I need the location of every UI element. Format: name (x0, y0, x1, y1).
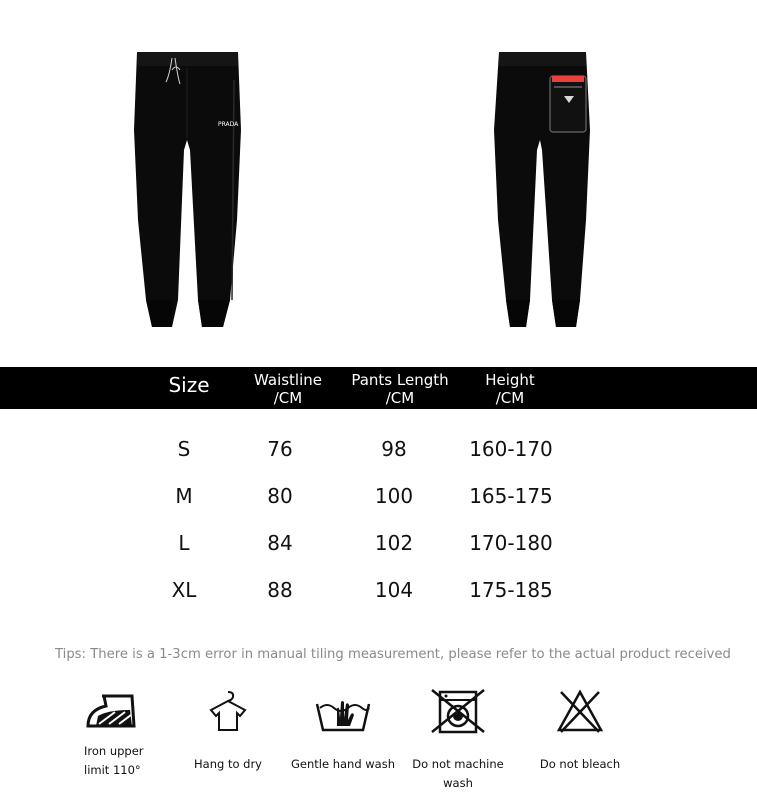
header-pants-length (343, 371, 457, 407)
header-pants-length-unit: /CM (385, 389, 415, 407)
bleach-crossed-icon (555, 688, 605, 734)
header-waistline-unit: /CM (273, 389, 303, 407)
header-waistline (243, 371, 333, 407)
cell-height: 170-180 (469, 531, 553, 555)
care-no-bleach-label: Do not bleach (539, 757, 621, 771)
table-row (0, 437, 757, 467)
header-height-unit: /CM (495, 389, 525, 407)
brand-text: PRADA (218, 121, 239, 128)
care-hang (188, 688, 268, 774)
cell-waist: 88 (267, 578, 293, 602)
cell-height: 160-170 (469, 437, 553, 461)
cell-length: 98 (381, 437, 407, 461)
header-height (470, 371, 550, 407)
cell-waist: 84 (267, 531, 293, 555)
cell-size: XL (171, 578, 197, 602)
care-no-machine-label: Do not machine wash (412, 757, 504, 790)
care-no-machine (398, 688, 518, 793)
cell-length: 100 (374, 484, 414, 508)
care-handwash (290, 688, 396, 774)
care-no-bleach (535, 688, 625, 774)
care-hang-label: Hang to dry (194, 757, 262, 771)
iron-icon (82, 688, 142, 734)
cell-length: 102 (374, 531, 414, 555)
cell-height: 165-175 (469, 484, 553, 508)
cell-size: M (175, 484, 193, 508)
header-height-label: Height (485, 371, 535, 389)
table-row (0, 484, 757, 514)
care-iron-label-2: limit 110° (84, 763, 141, 777)
cell-height: 175-185 (469, 578, 553, 602)
table-row (0, 578, 757, 608)
hand-wash-icon (313, 688, 373, 734)
pants-back-image (480, 0, 600, 360)
measurement-tips: Tips: There is a 1-3cm error in manual tiling measurement, please refer to the actual product received (55, 647, 731, 662)
header-pants-length-label: Pants Length (351, 371, 449, 389)
pants-front-image (120, 0, 260, 360)
care-iron (72, 688, 152, 780)
cell-waist: 80 (267, 484, 293, 508)
header-size: Size (168, 373, 210, 397)
table-row (0, 531, 757, 561)
size-table-header (0, 367, 757, 409)
cell-waist: 76 (267, 437, 293, 461)
cell-size: S (177, 437, 191, 461)
hanger-shirt-icon (206, 688, 250, 734)
cell-size: L (178, 531, 190, 555)
cell-length: 104 (374, 578, 414, 602)
care-iron-label-1: Iron upper (84, 744, 144, 758)
header-waistline-label: Waistline (254, 371, 322, 389)
washing-machine-crossed-icon (430, 688, 486, 734)
care-handwash-label: Gentle hand wash (290, 757, 396, 771)
